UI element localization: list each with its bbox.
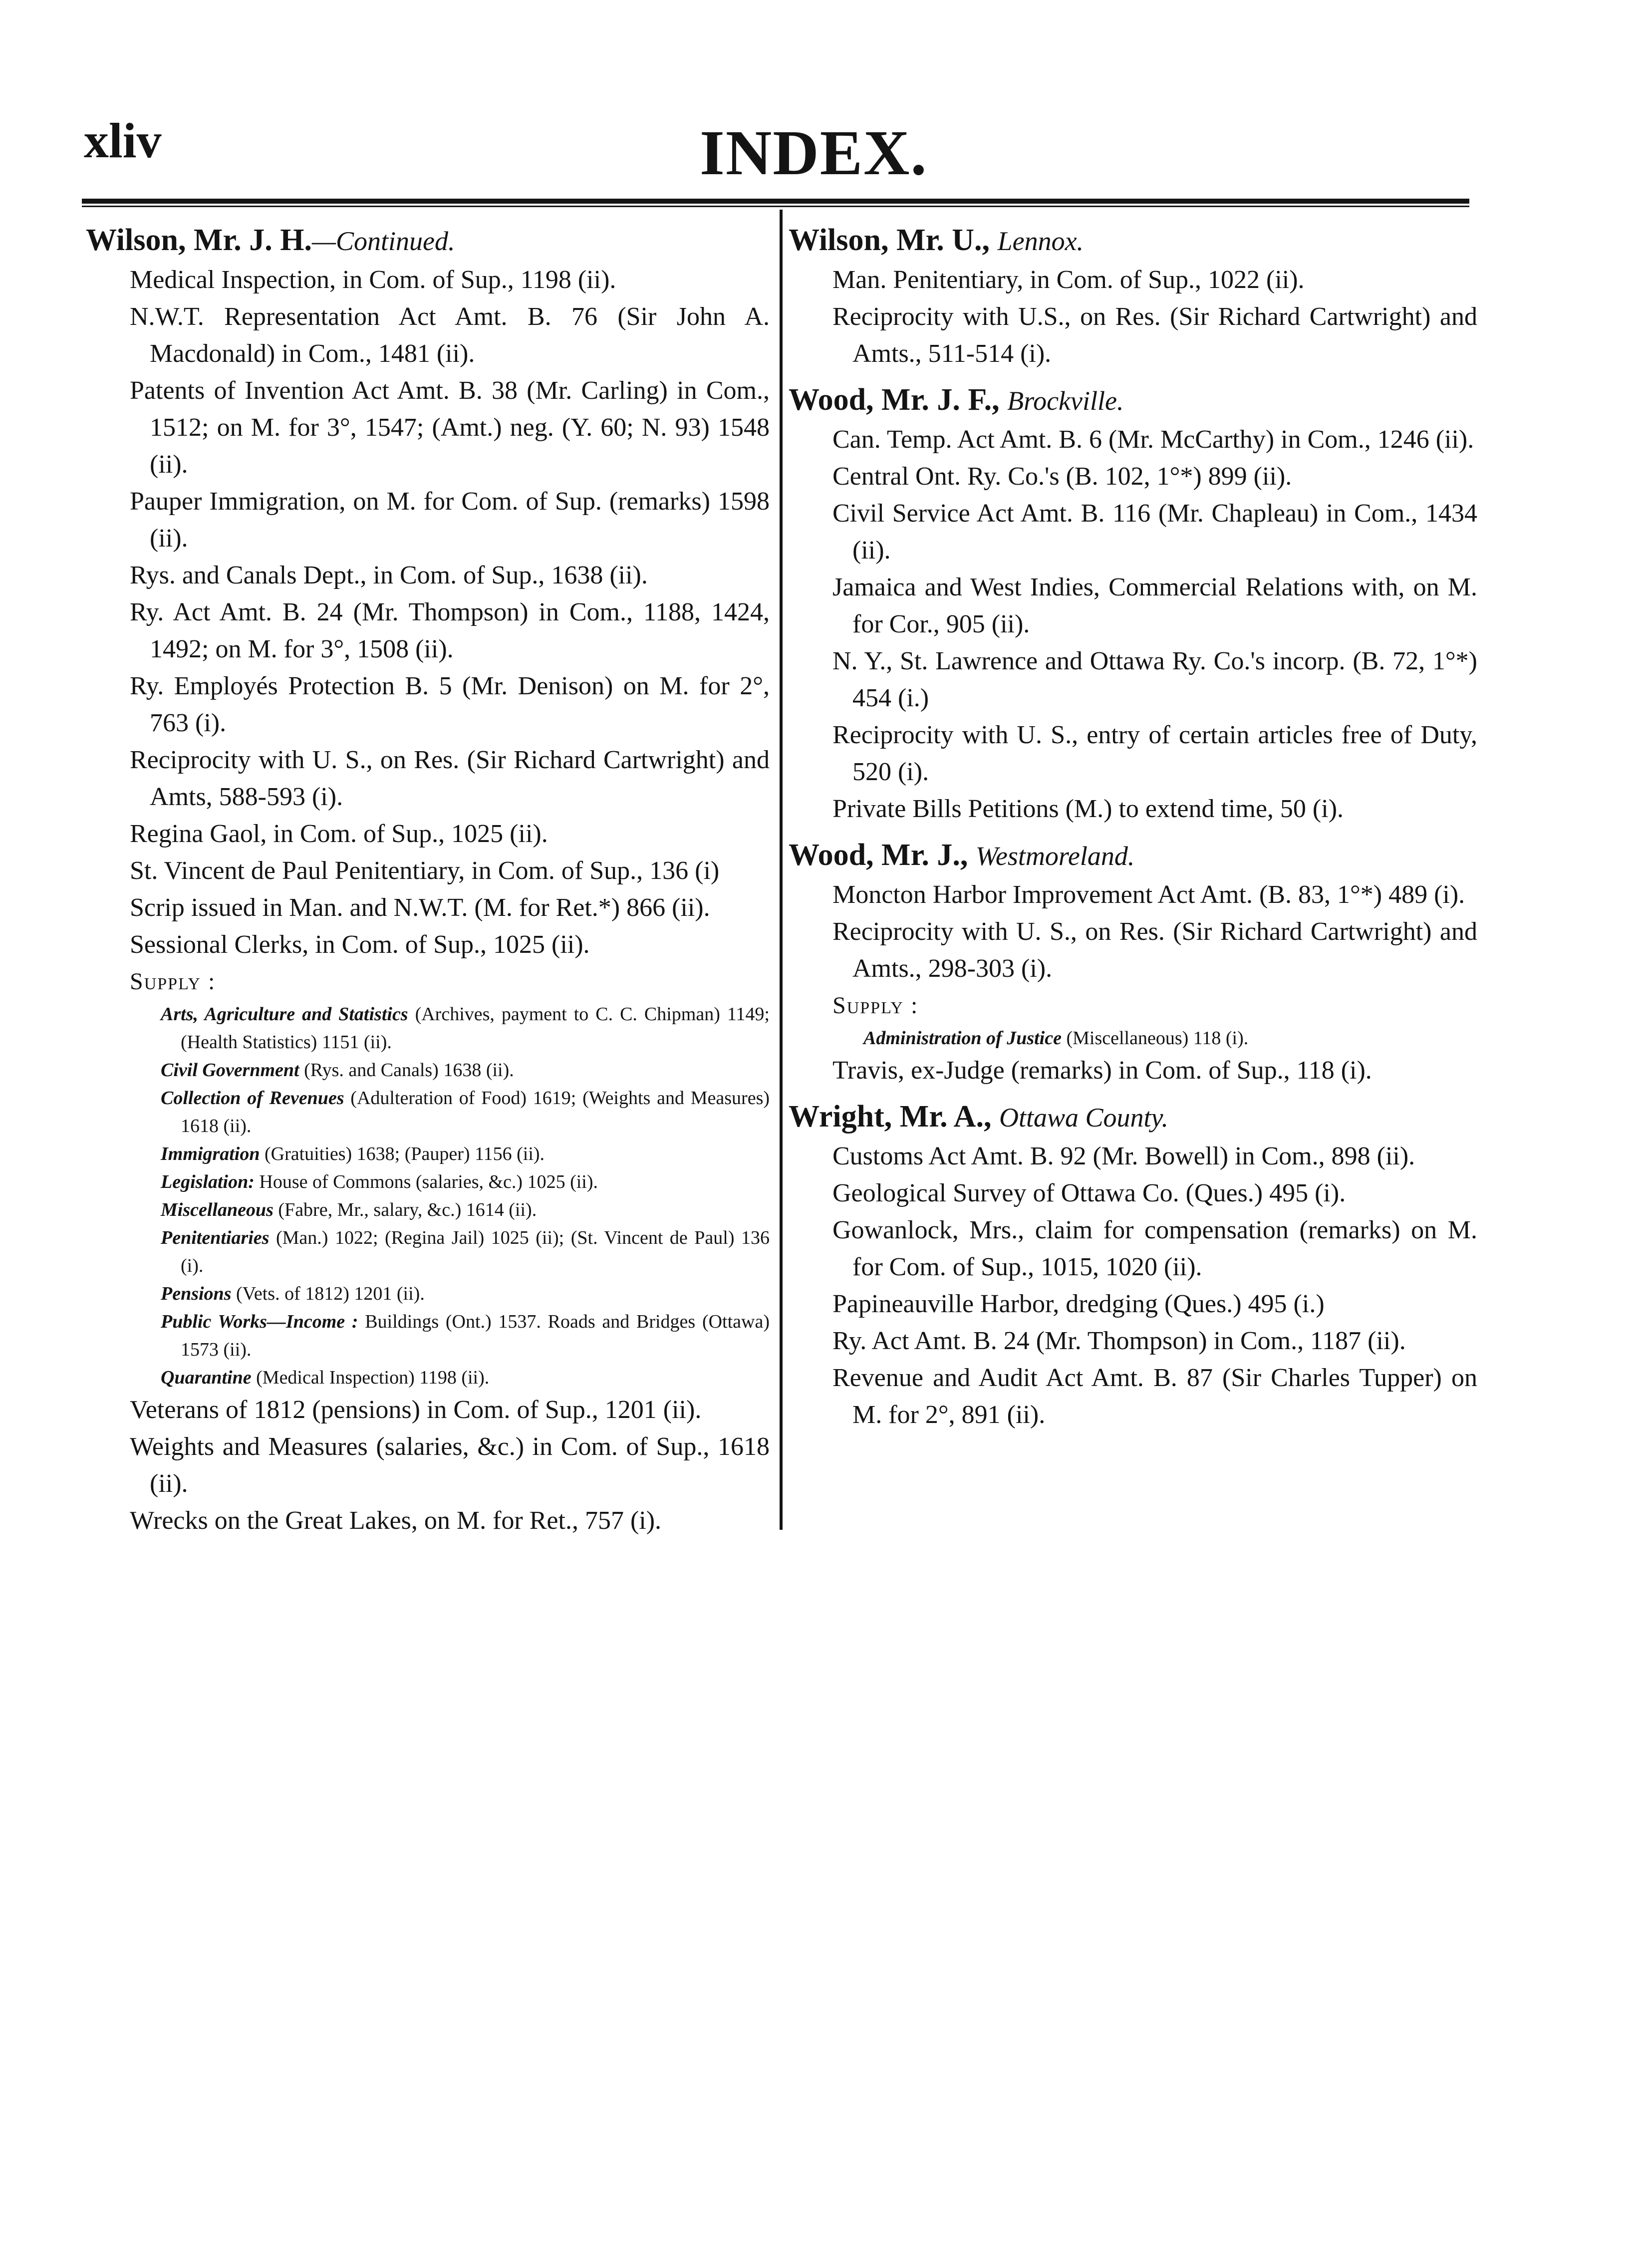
index-item: Wrecks on the Great Lakes, on M. for Ret., 757 (i). [130, 1506, 662, 1535]
supply-item [106, 1084, 770, 1140]
index-entry [789, 379, 1477, 828]
index-entry [789, 835, 1477, 1089]
index-item: Customs Act Amt. B. 92 (Mr. Bowell) in Com., 898 (ii). [832, 1142, 1415, 1170]
index-item: Reciprocity with U. S., on Res. (Sir Richard Cartwright) and Amts., 298-303 (i). [832, 917, 1477, 983]
supply-category: Quarantine [161, 1367, 252, 1388]
index-item: Reciprocity with U. S., on Res. (Sir Richard Cartwright) and Amts, 588-593 (i). [130, 746, 770, 811]
entry-name: Wright, Mr. A., [789, 1100, 992, 1134]
index-item: Travis, ex-Judge (remarks) in Com. of Sup., 118 (i). [832, 1056, 1372, 1085]
supply-category: Collection of Revenues [161, 1088, 344, 1109]
entry-constituency: Westmoreland. [975, 841, 1135, 871]
supply-category: Immigration [161, 1143, 260, 1164]
entry-heading [789, 1096, 1477, 1138]
index-item: Pauper Immigration, on M. for Com. of Sup. (remarks) 1598 (ii). [130, 487, 770, 553]
supply-text: (Gratuities) 1638; (Pauper) 1156 (ii). [265, 1143, 545, 1164]
supply-text: (Miscellaneous) 118 (i). [1066, 1028, 1249, 1049]
supply-text: Buildings (Ont.) 1537. Roads and Bridges (Ottawa) 1573 (ii). [181, 1311, 770, 1360]
index-item: Man. Penitentiary, in Com. of Sup., 1022 (ii). [832, 266, 1305, 294]
right-column [789, 220, 1477, 1440]
supply-text: House of Commons (salaries, &c.) 1025 (ii). [259, 1171, 598, 1192]
index-item: Ry. Act Amt. B. 24 (Mr. Thompson) in Com., 1187 (ii). [832, 1327, 1406, 1355]
entry-heading [789, 835, 1477, 876]
entry-constituency: Lennox. [997, 226, 1084, 256]
entry-name: Wilson, Mr. J. H. [86, 223, 312, 257]
supply-item [106, 1196, 770, 1224]
index-item: Civil Service Act Amt. B. 116 (Mr. Chapleau) in Com., 1434 (ii). [832, 499, 1477, 565]
index-item: Private Bills Petitions (M.) to extend time, 50 (i). [832, 795, 1344, 823]
entry-constituency: Brockville. [1007, 386, 1124, 416]
supply-item [106, 1000, 770, 1056]
supply-category: Public Works—Income : [161, 1311, 358, 1332]
index-entry [789, 220, 1477, 372]
supply-item [106, 1308, 770, 1364]
index-item: Moncton Harbor Improvement Act Amt. (B. 83, 1°*) 489 (i). [832, 880, 1465, 909]
column-divider [780, 210, 783, 1530]
index-item: Reciprocity with U. S., entry of certain articles free of Duty, 520 (i). [832, 721, 1477, 786]
supply-category: Miscellaneous [161, 1199, 274, 1220]
entry-heading [789, 379, 1477, 421]
page-number: xliv [84, 113, 162, 168]
index-item: N.W.T. Representation Act Amt. B. 76 (Sir John A. Macdonald) in Com., 1481 (ii). [130, 302, 770, 368]
supply-heading: Supply : [832, 992, 919, 1019]
index-item: St. Vincent de Paul Penitentiary, in Com. of Sup., 136 (i) [130, 856, 720, 885]
supply-category: Pensions [161, 1283, 232, 1304]
supply-text: (Medical Inspection) 1198 (ii). [256, 1367, 490, 1388]
index-item: Rys. and Canals Dept., in Com. of Sup., 1638 (ii). [130, 561, 648, 589]
index-item: Regina Gaol, in Com. of Sup., 1025 (ii). [130, 820, 548, 848]
index-item: Papineauville Harbor, dredging (Ques.) 495 (i.) [832, 1290, 1325, 1318]
entry-name: Wilson, Mr. U., [789, 223, 990, 257]
supply-item [809, 1024, 1477, 1052]
index-item: N. Y., St. Lawrence and Ottawa Ry. Co.'s incorp. (B. 72, 1°*) 454 (i.) [832, 647, 1477, 712]
supply-category: Arts, Agriculture and Statistics [161, 1004, 408, 1025]
index-item: Central Ont. Ry. Co.'s (B. 102, 1°*) 899 (ii). [832, 462, 1292, 491]
index-item: Weights and Measures (salaries, &c.) in Com. of Sup., 1618 (ii). [130, 1432, 770, 1498]
index-item: Reciprocity with U.S., on Res. (Sir Richard Cartwright) and Amts., 511-514 (i). [832, 302, 1477, 368]
index-item: Scrip issued in Man. and N.W.T. (M. for Ret.*) 866 (ii). [130, 893, 710, 922]
supply-text: (Archives, payment to C. C. Chipman) 1149; (Health Statistics) 1151 (ii). [181, 1004, 770, 1053]
entry-heading [86, 220, 770, 262]
supply-text: (Fabre, Mr., salary, &c.) 1614 (ii). [278, 1199, 537, 1220]
supply-category: Penitentiaries [161, 1227, 270, 1248]
index-item: Geological Survey of Ottawa Co. (Ques.) 495 (i). [832, 1179, 1346, 1207]
page-title: INDEX. [700, 117, 928, 188]
entry-heading [789, 220, 1477, 262]
left-column [86, 220, 770, 1539]
index-item: Veterans of 1812 (pensions) in Com. of Sup., 1201 (ii). [130, 1396, 702, 1424]
supply-item [106, 1168, 770, 1196]
index-item: Ry. Employés Protection B. 5 (Mr. Denison) on M. for 2°, 763 (i). [130, 672, 770, 737]
supply-category: Administration of Justice [863, 1028, 1062, 1049]
index-item: Revenue and Audit Act Amt. B. 87 (Sir Charles Tupper) on M. for 2°, 891 (ii). [832, 1364, 1477, 1429]
index-item: Medical Inspection, in Com. of Sup., 1198 (ii). [130, 266, 616, 294]
index-entry [789, 1096, 1477, 1433]
supply-item [106, 1224, 770, 1280]
supply-heading: Supply : [130, 968, 216, 995]
supply-category: Legislation: [161, 1171, 255, 1192]
supply-text: (Rys. and Canals) 1638 (ii). [304, 1060, 514, 1081]
header-rule-thin [82, 206, 1469, 207]
entry-constituency: Ottawa County. [999, 1103, 1168, 1133]
index-item: Gowanlock, Mrs., claim for compensation (remarks) on M. for Com. of Sup., 1015, 1020 (ii). [832, 1216, 1477, 1281]
supply-category: Civil Government [161, 1060, 299, 1081]
supply-item [106, 1140, 770, 1168]
index-item: Sessional Clerks, in Com. of Sup., 1025 (ii). [130, 930, 590, 959]
supply-item [106, 1364, 770, 1392]
index-item: Can. Temp. Act Amt. B. 6 (Mr. McCarthy) in Com., 1246 (ii). [832, 425, 1474, 454]
entry-name: Wood, Mr. J. F., [789, 383, 1000, 417]
supply-text: (Vets. of 1812) 1201 (ii). [236, 1283, 425, 1304]
index-item: Ry. Act Amt. B. 24 (Mr. Thompson) in Com., 1188, 1424, 1492; on M. for 3°, 1508 (ii). [130, 598, 770, 663]
supply-item [106, 1056, 770, 1084]
entry-name: Wood, Mr. J., [789, 838, 968, 872]
supply-item [106, 1280, 770, 1308]
supply-text: (Adulteration of Food) 1619; (Weights and Measures) 1618 (ii). [181, 1088, 770, 1136]
supply-text: (Man.) 1022; (Regina Jail) 1025 (ii); (St. Vincent de Paul) 136 (i). [181, 1227, 770, 1276]
index-item: Jamaica and West Indies, Commercial Relations with, on M. for Cor., 905 (ii). [832, 573, 1477, 638]
entry-continued: —Continued. [312, 226, 455, 256]
index-item: Patents of Invention Act Amt. B. 38 (Mr. Carling) in Com., 1512; on M. for 3°, 1547; (Amt.) neg. (Y. 60; N. 93) 1548 (ii). [130, 376, 770, 479]
header-rule-thick [82, 199, 1469, 204]
